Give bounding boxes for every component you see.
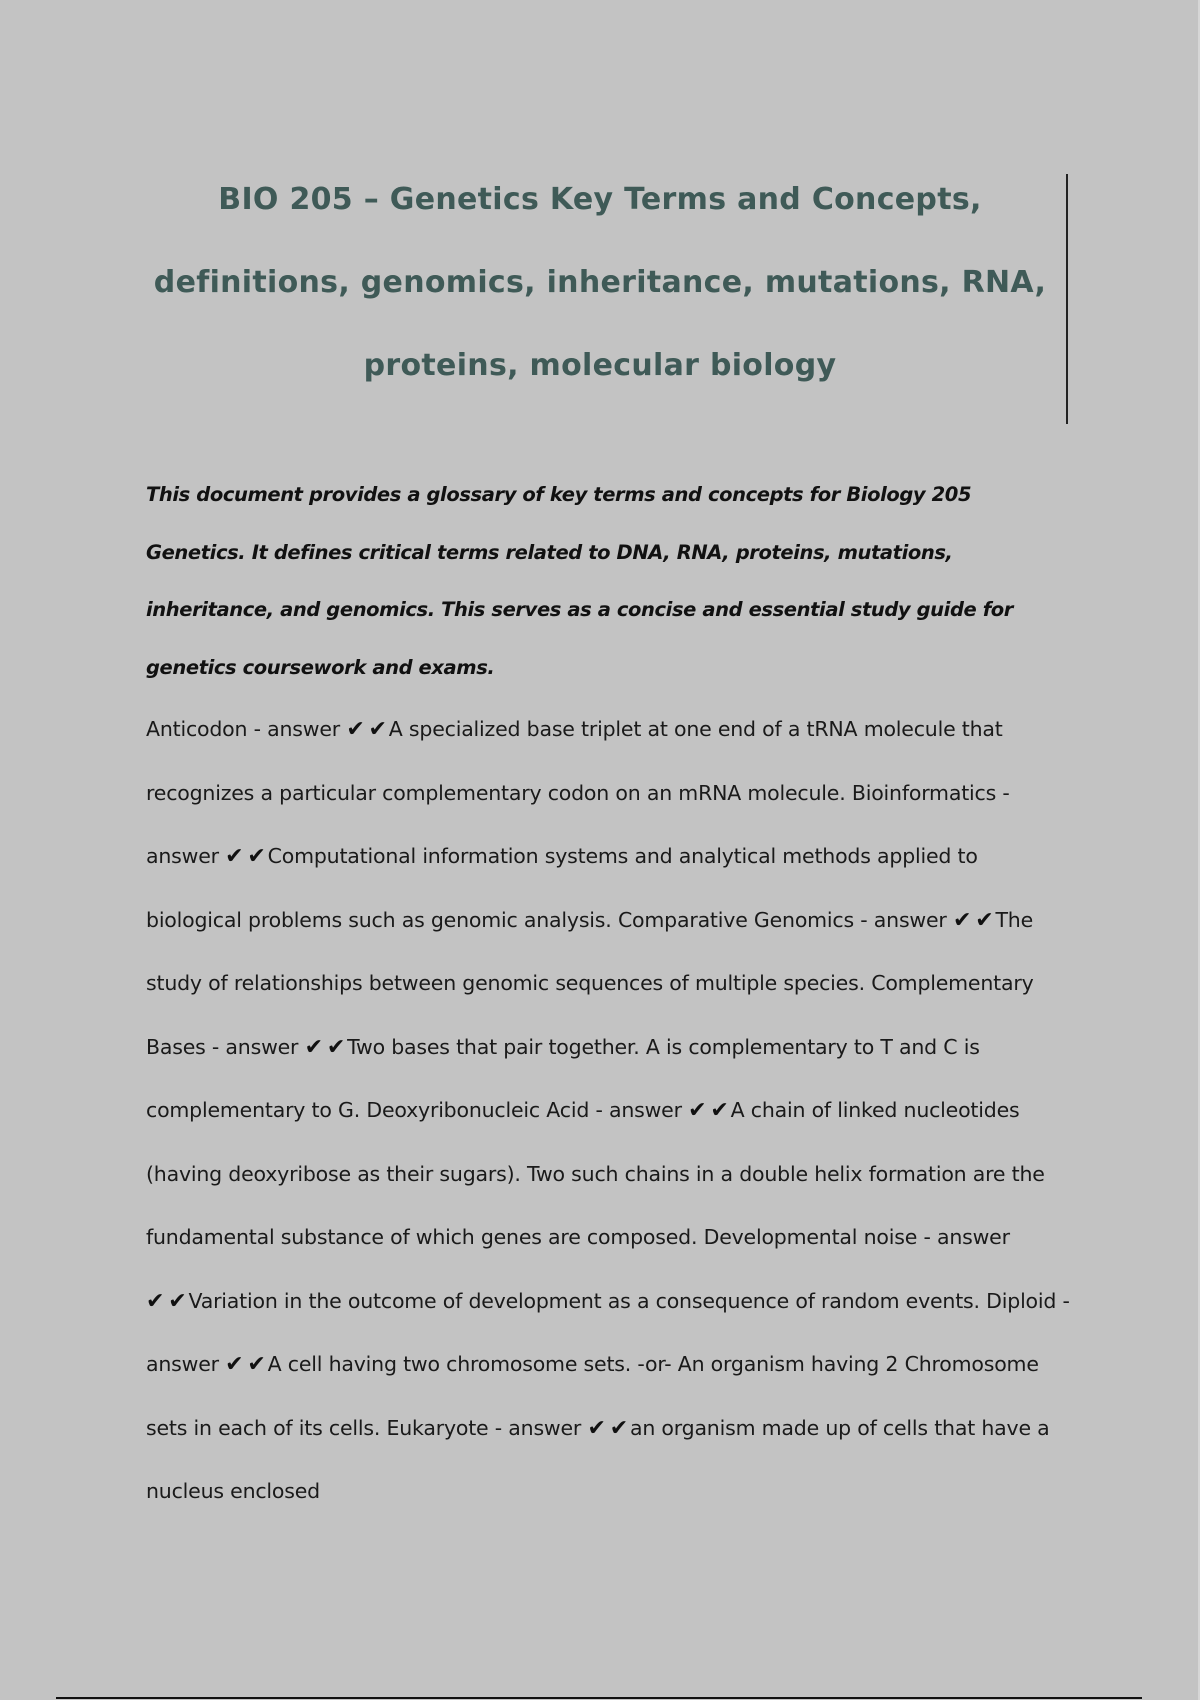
glossary-term: Eukaryote - answer (386, 1415, 582, 1440)
glossary-term: Anticodon - answer (146, 717, 340, 741)
check-mark-icon: ✔ (587, 1415, 606, 1441)
check-mark-icon: ✔ (225, 1352, 244, 1377)
check-mark-icon: ✔ (326, 1034, 346, 1060)
check-mark-icon: ✔ (304, 1034, 323, 1060)
check-mark-icon: ✔ (952, 907, 972, 933)
glossary-definition: A cell having two chromosome sets. -or- An organism having 2 Chromosome sets in each of its cells. (146, 1352, 1039, 1440)
check-mark-icon: ✔ (710, 1098, 729, 1123)
document-title: BIO 205 – Genetics Key Terms and Concepts, definitions, genomics, inheritance, mutations, RNA, proteins, molecular biology (153, 182, 1047, 383)
document-summary: This document provides a glossary of key terms and concepts for Biology 205 Genetics. It defines critical terms related to DNA, RNA, proteins, mutations, inheritance, and genomics. This serves as a concise and essential study guide for genetics coursework and exams. (146, 483, 1014, 679)
footer-rule (56, 1697, 1142, 1699)
glossary-definition: an organism made up of cells that have a nucleus enclosed (146, 1415, 1050, 1503)
glossary-definition: Computational information systems and analytical methods applied to biological problems such as genomic analysis. (146, 844, 978, 932)
check-mark-icon: ✔ (368, 717, 387, 742)
glossary-term: Deoxyribonucleic Acid - answer (366, 1098, 682, 1122)
glossary-term: Bioinformatics - answer (146, 780, 1010, 868)
glossary-definition: A chain of linked nucleotides (having deoxyribose as their sugars). Two such chains in a double helix formation are the fundamental substance of which genes are composed. (146, 1098, 1045, 1249)
check-mark-icon: ✔ (609, 1415, 628, 1441)
glossary-term: Comparative Genomics - answer (617, 907, 947, 932)
glossary-definition: A specialized base triplet at one end of a tRNA molecule that recognizes a particular complementary codon on an mRNA molecule. (146, 717, 1003, 805)
glossary-definition: Two bases that pair together. A is complementary to T and C is complementary to G. (146, 1034, 980, 1122)
glossary-definition: Variation in the outcome of development as a consequence of random events. (188, 1288, 980, 1313)
check-mark-icon: ✔ (168, 1288, 187, 1314)
check-mark-icon: ✔ (975, 907, 994, 933)
check-mark-icon: ✔ (247, 844, 266, 869)
check-mark-icon: ✔ (688, 1098, 707, 1123)
glossary-term: Diploid - answer (146, 1288, 1070, 1376)
check-mark-icon: ✔ (346, 717, 365, 742)
check-mark-icon: ✔ (146, 1288, 165, 1314)
check-mark-icon: ✔ (247, 1352, 266, 1377)
glossary-term: Developmental noise - answer (703, 1225, 1010, 1249)
glossary-definition: The study of relationships between genomic sequences of multiple species. (146, 907, 1033, 995)
glossary-term: Complementary Bases - answer (146, 971, 1034, 1059)
title-vertical-rule (1066, 174, 1068, 424)
glossary-text (146, 698, 1076, 1524)
check-mark-icon: ✔ (225, 844, 244, 869)
